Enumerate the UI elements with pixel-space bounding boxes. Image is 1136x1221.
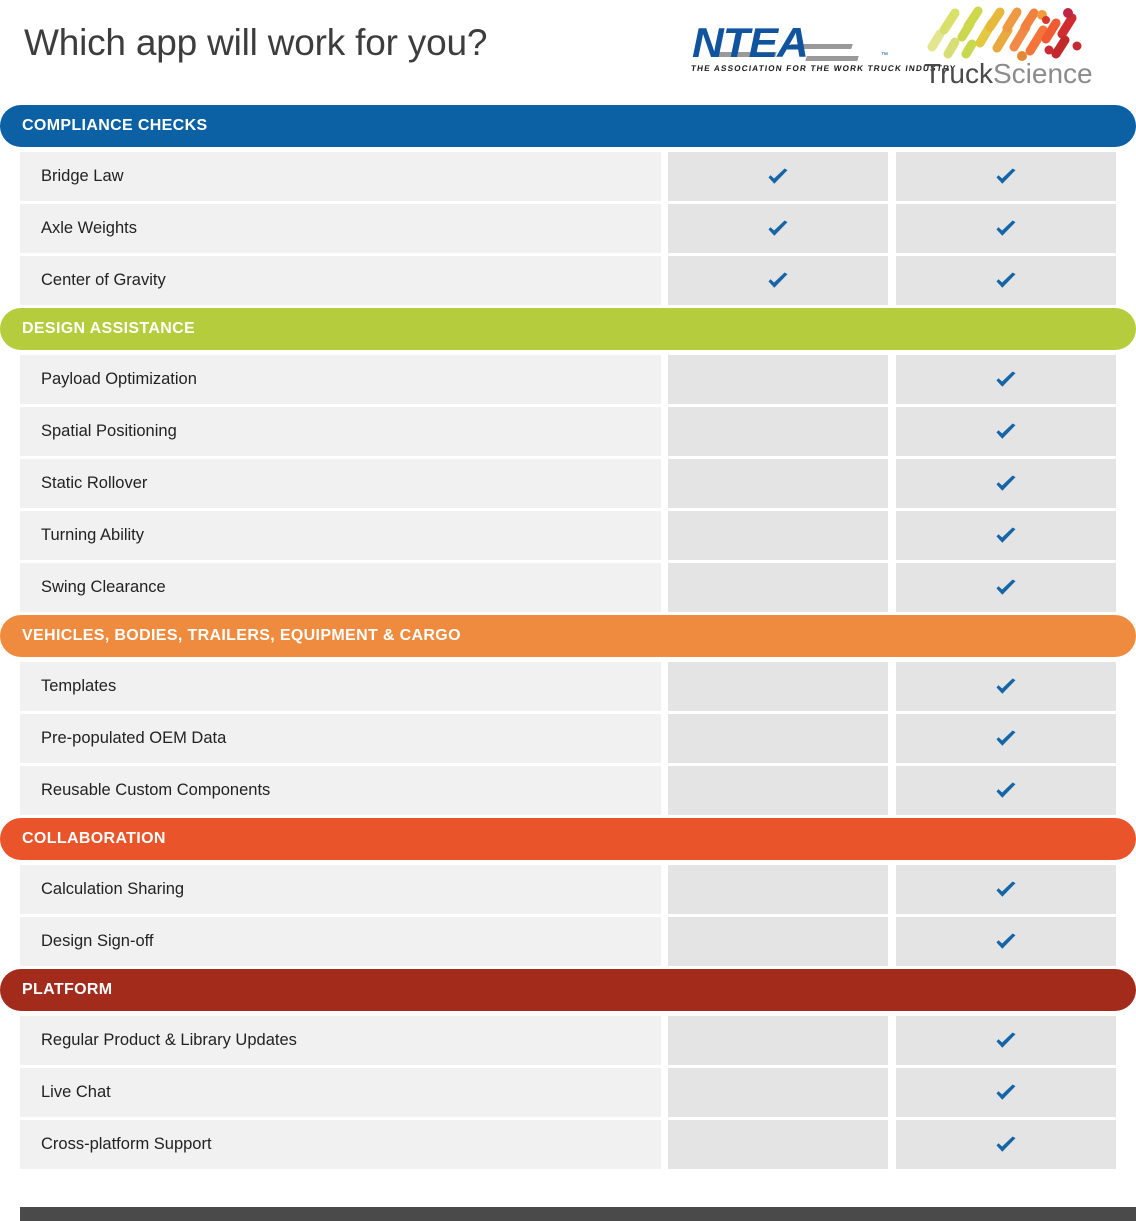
ntea-tagline: THE ASSOCIATION FOR THE WORK TRUCK INDUSTRY: [690, 64, 957, 73]
check-icon: [993, 216, 1019, 242]
section-collaboration: [0, 818, 1136, 966]
feature-label-cell: [20, 1016, 661, 1065]
table-row: [0, 152, 1136, 201]
feature-label-cell: [20, 459, 661, 508]
section-title: COMPLIANCE CHECKS: [22, 117, 208, 134]
support-cell-col2: [896, 1068, 1116, 1117]
ntea-swoosh-icon: [805, 56, 859, 61]
support-cell-col2: [896, 1016, 1116, 1065]
section-rows: [0, 147, 1136, 305]
feature-label-cell: [20, 256, 661, 305]
support-cell-col2: [896, 1120, 1116, 1169]
table-row: [0, 865, 1136, 914]
feature-label: Center of Gravity: [41, 271, 166, 289]
section-vehicles-bodies-trailers-equipment-cargo: [0, 615, 1136, 815]
section-rows: [0, 350, 1136, 612]
feature-label-cell: [20, 563, 661, 612]
check-icon: [993, 367, 1019, 393]
ntea-wordmark: NTEA: [692, 19, 808, 66]
truckscience-word-science: Science: [992, 58, 1093, 89]
section-rows: [0, 860, 1136, 966]
feature-label-cell: [20, 152, 661, 201]
section-header-design-assistance: [0, 308, 1136, 350]
feature-label: Cross-platform Support: [41, 1135, 212, 1153]
support-cell-col2: [896, 459, 1116, 508]
support-cell-col2: [896, 563, 1116, 612]
check-icon: [993, 523, 1019, 549]
section-header-collaboration: [0, 818, 1136, 860]
check-icon: [993, 877, 1019, 903]
feature-label: Spatial Positioning: [41, 422, 177, 440]
support-cell-col2: [896, 662, 1116, 711]
support-cell-col1: [668, 459, 888, 508]
section-title: DESIGN ASSISTANCE: [22, 320, 196, 337]
support-cell-col1: [668, 152, 888, 201]
support-cell-col1: [668, 1120, 888, 1169]
section-rows: [0, 1011, 1136, 1169]
section-design-assistance: [0, 308, 1136, 612]
feature-label: Reusable Custom Components: [41, 781, 271, 799]
feature-label-cell: [20, 1120, 661, 1169]
table-row: [0, 766, 1136, 815]
section-title: PLATFORM: [22, 981, 113, 998]
support-cell-col2: [896, 865, 1116, 914]
section-platform: [0, 969, 1136, 1169]
support-cell-col2: [896, 204, 1116, 253]
check-icon: [993, 575, 1019, 601]
feature-label-cell: [20, 204, 661, 253]
support-cell-col1: [668, 563, 888, 612]
table-row: [0, 1068, 1136, 1117]
support-cell-col2: [896, 766, 1116, 815]
check-icon: [993, 1028, 1019, 1054]
check-icon: [993, 726, 1019, 752]
truckscience-logo: [922, 6, 1094, 92]
feature-label: Live Chat: [41, 1083, 111, 1101]
support-cell-col1: [668, 865, 888, 914]
support-cell-col2: [896, 355, 1116, 404]
support-cell-col2: [896, 152, 1116, 201]
support-cell-col1: [668, 511, 888, 560]
support-cell-col1: [668, 662, 888, 711]
support-cell-col2: [896, 511, 1116, 560]
check-icon: [765, 216, 791, 242]
comparison-table: [0, 105, 1136, 1172]
table-row: [0, 511, 1136, 560]
feature-label: Axle Weights: [41, 219, 137, 237]
feature-label-cell: [20, 766, 661, 815]
ntea-logo: [690, 19, 957, 78]
table-row: [0, 355, 1136, 404]
check-icon: [765, 164, 791, 190]
feature-label: Templates: [41, 677, 117, 695]
check-icon: [993, 164, 1019, 190]
support-cell-col2: [896, 714, 1116, 763]
table-row: [0, 1120, 1136, 1169]
feature-label-cell: [20, 1068, 661, 1117]
section-rows: [0, 657, 1136, 815]
truckscience-wordmark: [924, 58, 1093, 90]
feature-label: Payload Optimization: [41, 370, 197, 388]
page-header: [0, 0, 1136, 100]
support-cell-col1: [668, 714, 888, 763]
support-cell-col2: [896, 917, 1116, 966]
check-icon: [993, 929, 1019, 955]
feature-label: Pre-populated OEM Data: [41, 729, 227, 747]
section-title: VEHICLES, BODIES, TRAILERS, EQUIPMENT & CARGO: [22, 627, 461, 644]
feature-label: Design Sign-off: [41, 932, 154, 950]
check-icon: [993, 778, 1019, 804]
feature-label: Calculation Sharing: [41, 880, 185, 898]
table-row: [0, 917, 1136, 966]
check-icon: [765, 268, 791, 294]
support-cell-col1: [668, 766, 888, 815]
table-row: [0, 563, 1136, 612]
support-cell-col2: [896, 407, 1116, 456]
table-row: [0, 459, 1136, 508]
feature-label-cell: [20, 407, 661, 456]
check-icon: [993, 1132, 1019, 1158]
feature-label-cell: [20, 355, 661, 404]
ntea-wordmark-group: [690, 19, 888, 66]
support-cell-col1: [668, 355, 888, 404]
feature-label: Turning Ability: [41, 526, 145, 544]
table-row: [0, 662, 1136, 711]
support-cell-col1: [668, 204, 888, 253]
check-icon: [993, 674, 1019, 700]
support-cell-col1: [668, 1016, 888, 1065]
table-row: [0, 1016, 1136, 1065]
check-icon: [993, 1080, 1019, 1106]
feature-label-cell: [20, 865, 661, 914]
truckscience-mark-icon: [922, 6, 1094, 62]
ntea-trademark: ™: [881, 52, 888, 59]
feature-label-cell: [20, 917, 661, 966]
feature-label-cell: [20, 714, 661, 763]
page-title: Which app will work for you?: [24, 22, 488, 63]
support-cell-col1: [668, 1068, 888, 1117]
feature-label: Static Rollover: [41, 474, 148, 492]
table-row: [0, 714, 1136, 763]
footer-bar: [20, 1207, 1136, 1221]
section-header-platform: [0, 969, 1136, 1011]
support-cell-col1: [668, 917, 888, 966]
section-title: COLLABORATION: [22, 830, 166, 847]
feature-label-cell: [20, 511, 661, 560]
feature-label: Bridge Law: [41, 167, 124, 185]
feature-label: Swing Clearance: [41, 578, 166, 596]
table-row: [0, 256, 1136, 305]
support-cell-col1: [668, 256, 888, 305]
check-icon: [993, 268, 1019, 294]
check-icon: [993, 471, 1019, 497]
section-header-vehicles-bodies-trailers-equipment-cargo: [0, 615, 1136, 657]
table-row: [0, 407, 1136, 456]
section-compliance-checks: [0, 105, 1136, 305]
truckscience-word-truck: Truck: [924, 58, 993, 89]
feature-label: Regular Product & Library Updates: [41, 1031, 297, 1049]
check-icon: [993, 419, 1019, 445]
section-header-compliance-checks: [0, 105, 1136, 147]
support-cell-col2: [896, 256, 1116, 305]
feature-label-cell: [20, 662, 661, 711]
support-cell-col1: [668, 407, 888, 456]
table-row: [0, 204, 1136, 253]
